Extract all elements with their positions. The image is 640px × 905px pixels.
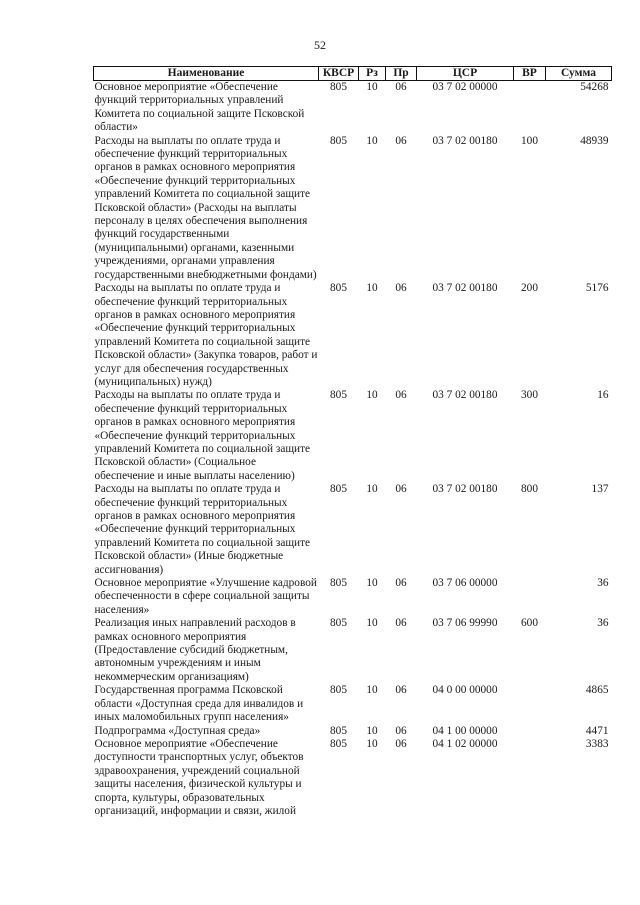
row-vr <box>514 725 546 738</box>
table-row <box>94 617 612 684</box>
row-rz: 10 <box>366 737 378 750</box>
row-rz: 10 <box>366 134 378 147</box>
row-vr: 300 <box>521 389 538 402</box>
table-header-row <box>94 67 612 81</box>
row-vr <box>514 684 546 724</box>
table-row <box>94 135 612 282</box>
row-kvsr: 805 <box>330 134 347 147</box>
row-sum: 36 <box>597 577 609 590</box>
row-vr <box>514 81 546 135</box>
row-pr: 06 <box>395 577 407 590</box>
row-pr: 06 <box>395 724 407 737</box>
table-row <box>94 725 612 738</box>
row-csr: 03 7 02 00180 <box>432 389 498 402</box>
header-rz: Рз <box>359 67 386 81</box>
header-vr: ВР <box>514 67 546 81</box>
row-rz: 10 <box>366 684 378 697</box>
row-csr: 03 7 06 00000 <box>432 577 498 590</box>
row-kvsr: 805 <box>330 389 347 402</box>
row-kvsr: 805 <box>330 617 347 630</box>
row-rz: 10 <box>366 81 378 93</box>
page-number: 52 <box>314 38 326 52</box>
row-rz: 10 <box>366 577 378 590</box>
row-sum: 36 <box>597 617 609 630</box>
row-vr: 800 <box>521 483 538 496</box>
row-name: Государственная программа Псковской области «Доступная среда для инвалидов и иных маломобильных групп населения» <box>94 684 304 724</box>
row-pr: 06 <box>395 134 407 147</box>
row-name: Основное мероприятие «Обеспечение доступности транспортных услуг, объектов здравоохранения, учреждений социальной защиты населения, физической культуры и спорта, культуры, образовательных организаций, информации и связи, жилой <box>94 737 304 817</box>
row-pr: 06 <box>395 282 407 295</box>
table-row <box>94 684 612 724</box>
row-vr <box>514 738 546 818</box>
row-csr: 04 0 00 00000 <box>432 684 498 697</box>
row-kvsr: 805 <box>330 737 347 750</box>
row-csr: 03 7 02 00180 <box>432 134 498 147</box>
row-name: Основное мероприятие «Улучшение кадровой обеспеченности в сфере социальной защиты населения» <box>94 577 317 616</box>
row-sum: 4471 <box>585 724 609 737</box>
row-vr: 100 <box>521 134 538 147</box>
row-csr: 03 7 02 00180 <box>432 483 498 496</box>
row-pr: 06 <box>395 737 407 750</box>
row-sum: 3383 <box>585 737 609 750</box>
row-sum: 54268 <box>580 81 609 93</box>
header-kvsr: КВСР <box>319 67 359 81</box>
row-name: Расходы на выплаты по оплате труда и обеспечение функций территориальных органов в рамках основного мероприятия «Обеспечение функций территориальных управлений Комитета по социальной защите Псковской области» (Иные бюджетные ассигнования) <box>94 483 311 576</box>
table-row <box>94 81 612 135</box>
row-name: Подпрограмма «Доступная среда» <box>94 724 261 737</box>
row-rz: 10 <box>366 483 378 496</box>
header-name: Наименование <box>94 67 319 81</box>
row-csr: 03 7 02 00000 <box>432 81 498 93</box>
row-pr: 06 <box>395 684 407 697</box>
table-row <box>94 738 612 818</box>
row-rz: 10 <box>366 617 378 630</box>
row-pr: 06 <box>395 389 407 402</box>
row-sum: 137 <box>591 483 609 496</box>
table-row <box>94 483 612 577</box>
row-kvsr: 805 <box>330 684 347 697</box>
row-vr: 600 <box>521 617 538 630</box>
header-sum: Сумма <box>546 67 612 81</box>
header-pr: Пр <box>386 67 417 81</box>
row-kvsr: 805 <box>330 577 347 590</box>
row-pr: 06 <box>395 617 407 630</box>
table-row <box>94 389 612 483</box>
row-rz: 10 <box>366 724 378 737</box>
row-sum: 16 <box>597 389 609 402</box>
table-row <box>94 282 612 389</box>
budget-table <box>93 66 612 818</box>
row-pr: 06 <box>395 81 407 93</box>
row-rz: 10 <box>366 282 378 295</box>
row-vr <box>514 577 546 617</box>
row-sum: 48939 <box>580 134 609 147</box>
row-kvsr: 805 <box>330 724 347 737</box>
row-csr: 03 7 02 00180 <box>432 282 498 295</box>
row-csr: 04 1 02 00000 <box>432 737 498 750</box>
row-rz: 10 <box>366 389 378 402</box>
row-name: Реализация иных направлений расходов в рамках основного мероприятия (Предоставление субсидий бюджетным, автономным учреждениям и иным некоммерческим организациям) <box>94 617 296 683</box>
row-sum: 4865 <box>585 684 609 697</box>
row-name: Основное мероприятие «Обеспечение функций территориальных управлений Комитета по социальной защите Псковской области» <box>94 81 305 134</box>
row-vr: 200 <box>521 282 538 295</box>
row-csr: 03 7 06 99990 <box>432 617 498 630</box>
row-kvsr: 805 <box>330 282 347 295</box>
row-kvsr: 805 <box>330 483 347 496</box>
row-name: Расходы на выплаты по оплате труда и обеспечение функций территориальных органов в рамках основного мероприятия «Обеспечение функций территориальных управлений Комитета по социальной защите Псковской области» (Расходы на выплаты персоналу в целях обеспечения выполнения функций государственными (муниципальными) органами, казенными учреждениями, органами управления государственными внебюджетными фондами) <box>94 134 317 281</box>
row-name: Расходы на выплаты по оплате труда и обеспечение функций территориальных органов в рамках основного мероприятия «Обеспечение функций территориальных управлений Комитета по социальной защите Псковской области» (Закупка товаров, работ и услуг для обеспечения государственных (муниципальных) нужд) <box>94 282 318 388</box>
table-row <box>94 577 612 617</box>
row-name: Расходы на выплаты по оплате труда и обеспечение функций территориальных органов в рамках основного мероприятия «Обеспечение функций территориальных управлений Комитета по социальной защите Псковской области» (Социальное обеспечение и иные выплаты населению) <box>94 389 311 482</box>
header-csr: ЦСР <box>417 67 514 81</box>
budget-table-container <box>93 66 613 818</box>
row-csr: 04 1 00 00000 <box>432 724 498 737</box>
row-kvsr: 805 <box>330 81 347 93</box>
row-sum: 5176 <box>585 282 609 295</box>
row-pr: 06 <box>395 483 407 496</box>
